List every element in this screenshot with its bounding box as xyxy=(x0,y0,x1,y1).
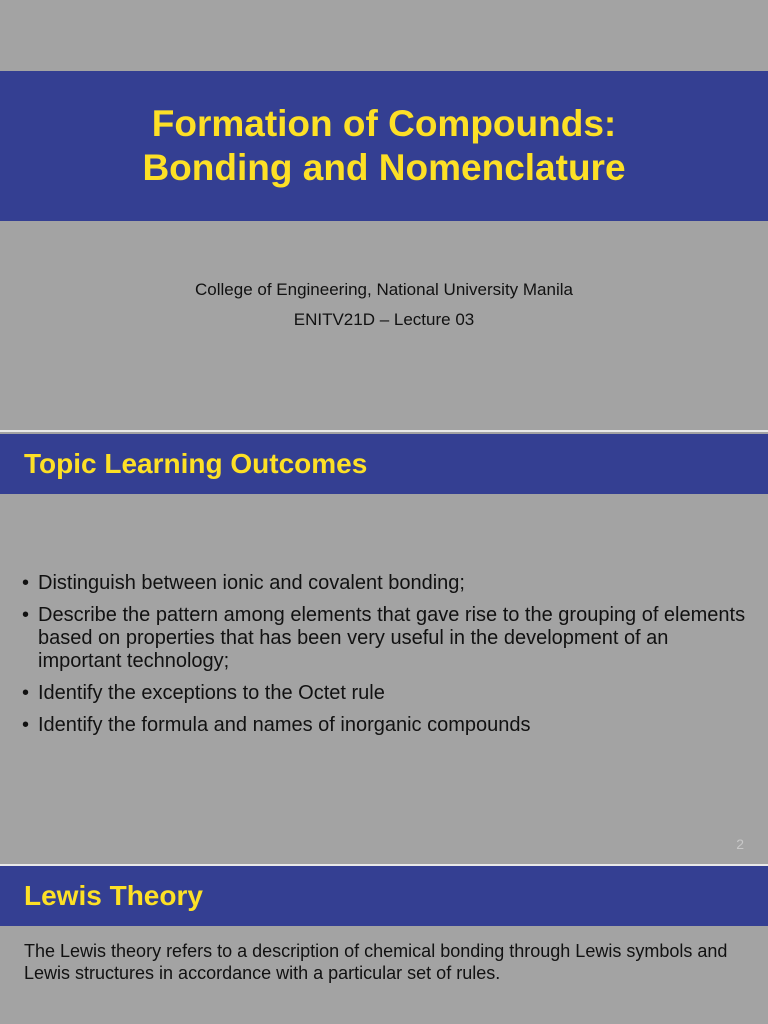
slide-header-banner xyxy=(0,434,768,494)
list-item: • Distinguish between ionic and covalent bonding; xyxy=(22,572,752,595)
list-item: • Identify the exceptions to the Octet rule xyxy=(22,682,752,705)
title-slide xyxy=(0,0,768,430)
institution-subtitle: College of Engineering, National University Manila xyxy=(195,280,573,299)
lewis-theory-slide xyxy=(0,866,768,1024)
title-banner xyxy=(0,71,768,221)
slide-heading: Topic Learning Outcomes xyxy=(24,448,368,479)
slide-header-banner xyxy=(0,866,768,926)
slide-heading: Lewis Theory xyxy=(24,880,203,911)
outcomes-list xyxy=(22,572,752,746)
course-lecture-subtitle: ENITV21D – Lecture 03 xyxy=(293,310,475,329)
slide-title-line-1: Formation of Compounds: xyxy=(151,103,617,144)
list-item: • Describe the pattern among elements that gave rise to the grouping of elements based on properties that has been very useful in the development of an important technology; xyxy=(22,604,752,673)
page-number: 2 xyxy=(736,836,744,852)
list-item: • Identify the formula and names of inorganic compounds xyxy=(22,714,752,737)
learning-outcomes-slide xyxy=(0,432,768,864)
slide-title-line-2: Bonding and Nomenclature xyxy=(142,147,626,188)
slide-body-text: The Lewis theory refers to a description of chemical bonding through Lewis symbols and Lewis structures in accordance with a particular set of rules. xyxy=(24,941,728,983)
